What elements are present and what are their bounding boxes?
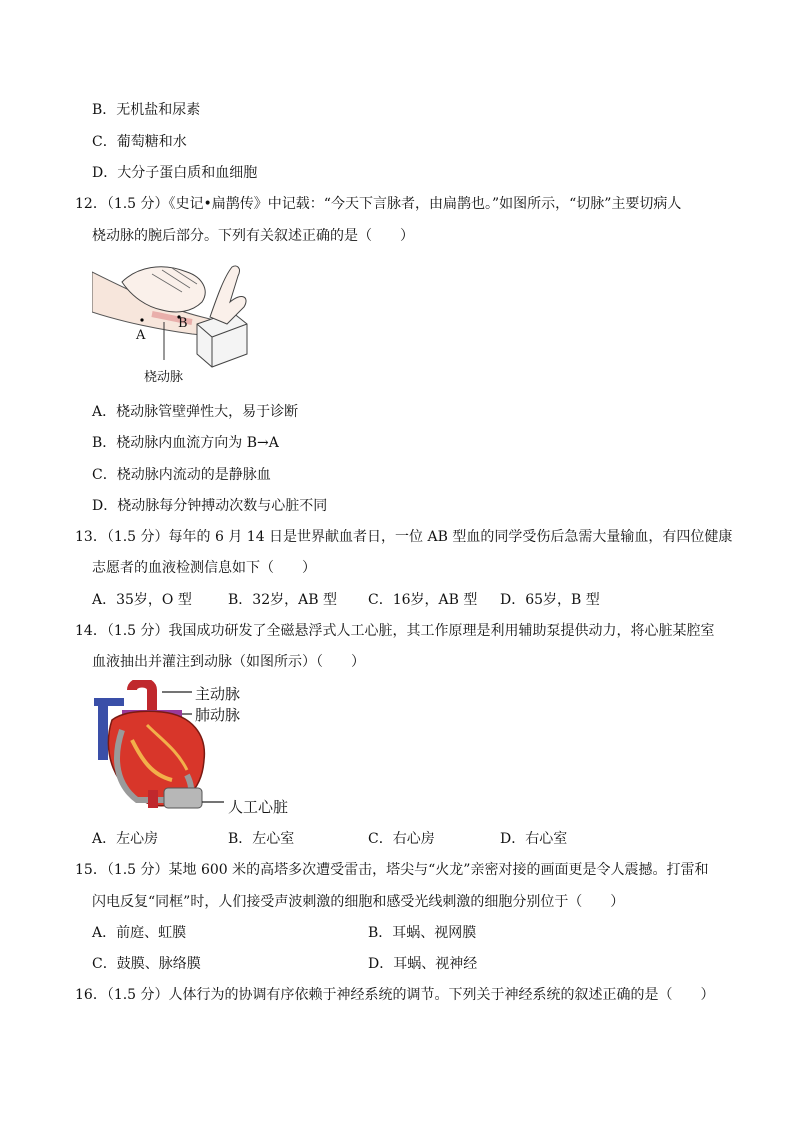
q15-option-d: D．耳蜗、视神经 <box>368 956 478 972</box>
q15-option-c: C．鼓膜、脉络膜 <box>92 956 201 972</box>
q14-option-b: B．左心室 <box>228 831 295 847</box>
q12-stem-line2: 桡动脉的腕后部分。下列有关叙述正确的是（ ） <box>92 228 414 244</box>
q14-option-d: D．右心室 <box>500 831 568 847</box>
q11-option-b: B．无机盐和尿素 <box>92 102 201 118</box>
label-pulmonary-artery: 肺动脉 <box>195 706 241 724</box>
q14-stem-line1: 14．（1.5 分）我国成功研发了全磁悬浮式人工心脏，其工作原理是利用辅助泵提供动力，将心脏某腔室 <box>75 623 715 639</box>
figure-label-a: A <box>136 328 146 343</box>
q14-option-c: C．右心房 <box>368 831 435 847</box>
q14-stem-line2: 血液抽出并灌注到动脉（如图所示）（ ） <box>92 654 365 670</box>
q11-option-c: C．葡萄糖和水 <box>92 134 187 150</box>
q13-option-b: B．32岁，AB 型 <box>228 592 337 608</box>
q12-pulse-figure <box>92 262 252 390</box>
q15-option-a: A．前庭、虹膜 <box>92 925 187 941</box>
figure-caption-radial-artery: 桡动脉 <box>144 370 184 385</box>
q16-stem-line1: 16．（1.5 分）人体行为的协调有序依赖于神经系统的调节。下列关于神经系统的叙述正确的是（ ） <box>75 987 715 1003</box>
q12-stem-line1: 12．（1.5 分）《史记•扁鹊传》中记载：“今天下言脉者，由扁鹊也。”如图所示，“切脉”主要切病人 <box>75 196 682 212</box>
q13-stem-line2: 志愿者的血液检测信息如下（ ） <box>92 560 316 576</box>
q11-option-d: D．大分子蛋白质和血细胞 <box>92 165 258 181</box>
q15-stem-line2: 闪电反复“同框”时，人们接受声波刺激的细胞和感受光线刺激的细胞分别位于（ ） <box>92 894 625 910</box>
q13-option-d: D．65岁，B 型 <box>500 592 600 608</box>
q12-option-c: C．桡动脉内流动的是静脉血 <box>92 467 271 483</box>
figure-label-b: B <box>178 316 188 331</box>
q14-option-a: A．左心房 <box>92 831 159 847</box>
q12-option-b: B．桡动脉内血流方向为 B→A <box>92 435 279 451</box>
label-artificial-heart: 人工心脏 <box>228 798 289 816</box>
q15-option-b: B．耳蜗、视网膜 <box>368 925 477 941</box>
q13-option-a: A．35岁，O 型 <box>92 592 192 608</box>
label-aorta: 主动脉 <box>195 685 241 703</box>
q12-option-a: A．桡动脉管壁弹性大，易于诊断 <box>92 404 299 420</box>
q14-heart-figure <box>92 680 312 820</box>
q15-stem-line1: 15．（1.5 分）某地 600 米的高塔多次遭受雷击，塔尖与“火龙”亲密对接的画面更是令人震撼。打雷和 <box>75 862 709 878</box>
q13-stem-line1: 13．（1.5 分）每年的 6 月 14 日是世界献血者日，一位 AB 型血的同学受伤后急需大量输血，有四位健康 <box>75 529 733 545</box>
q13-option-c: C．16岁，AB 型 <box>368 592 478 608</box>
q12-option-d: D．桡动脉每分钟搏动次数与心脏不同 <box>92 498 328 514</box>
